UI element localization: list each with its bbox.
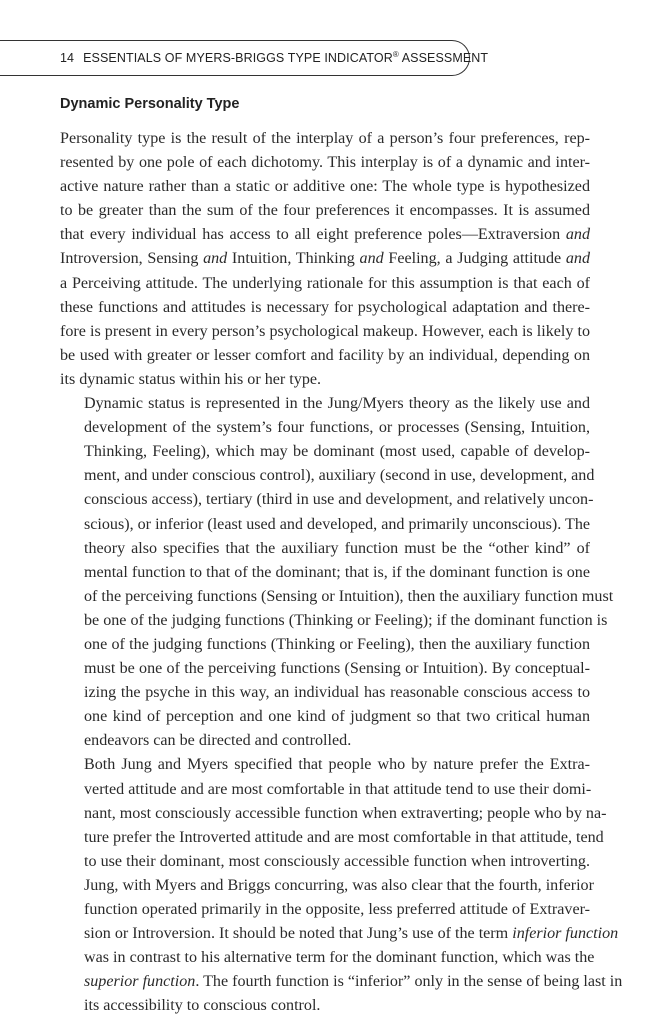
registered-trademark: ®	[392, 49, 399, 59]
text-line: izing the psyche in this way, an individual has reasonable conscious access to	[84, 684, 590, 702]
text-line: its accessibility to conscious control.	[84, 997, 321, 1015]
text-line: active nature rather than a static or additive one: The whole type is hypothesized	[60, 178, 590, 196]
text-line: superior function. The fourth function is “inferior” only in the sense of being last in	[84, 973, 623, 991]
text-line: must be one of the perceiving functions (Sensing or Intuition). By conceptual-	[84, 660, 590, 678]
text-line: Thinking, Feeling), which may be dominant (most used, capable of develop-	[84, 443, 590, 461]
text-line: ment, and under conscious control), auxiliary (second in use, development, and	[84, 467, 595, 485]
text-line: these functions and attitudes is necessary for psychological adaptation and there-	[60, 298, 590, 316]
running-head	[0, 40, 489, 76]
text-line: sion or Introversion. It should be noted that Jung’s use of the term inferior function	[84, 925, 619, 943]
text-line: be one of the judging functions (Thinking or Feeling); if the dominant function is	[84, 611, 608, 629]
text-line: that every individual has access to all eight preference poles—Extraversion and	[60, 226, 590, 244]
text-line: ture prefer the Introverted attitude and are most comfortable in that attitude, tend	[84, 828, 604, 846]
text-line: verted attitude and are most comfortable in that attitude tend to use their domi-	[84, 780, 592, 798]
page-number: 14	[60, 51, 75, 65]
section-heading: Dynamic Personality Type	[60, 96, 240, 112]
text-line: of the perceiving functions (Sensing or Intuition), then the auxiliary function must	[84, 587, 614, 605]
text-line: resented by one pole of each dichotomy. This interplay is of a dynamic and inter-	[60, 154, 590, 172]
book-title-suffix: ASSESSMENT	[398, 51, 489, 65]
text-line: one of the judging functions (Thinking or Feeling), then the auxiliary function	[84, 635, 590, 653]
text-line: its dynamic status within his or her type.	[60, 370, 322, 388]
text-line: theory also specifies that the auxiliary function must be the “other kind” of	[84, 539, 590, 557]
paragraph	[60, 127, 590, 392]
text-line: function operated primarily in the opposite, less preferred attitude of Extraver-	[84, 901, 590, 918]
text-line: Introversion, Sensing and Intuition, Thinking and Feeling, a Judging attitude and	[60, 250, 591, 268]
text-line: be used with greater or lesser comfort and facility by an individual, depending on	[60, 346, 590, 364]
text-line: Jung, with Myers and Briggs concurring, was also clear that the fourth, inferior	[84, 876, 594, 894]
body-text	[60, 127, 623, 1018]
text-line: Dynamic status is represented in the Jung/Myers theory as the likely use and	[84, 395, 590, 413]
text-line: was in contrast to his alternative term for the dominant function, which was the	[84, 949, 595, 967]
text-line: Both Jung and Myers specified that people who by nature prefer the Extra-	[84, 756, 590, 774]
text-line: one kind of perception and one kind of judgment so that two critical human	[84, 708, 590, 726]
paragraph	[60, 753, 623, 1018]
text-line: to use their dominant, most consciously accessible function when introverting.	[84, 852, 590, 870]
text-line: development of the system’s four functions, or processes (Sensing, Intuition,	[84, 419, 590, 437]
text-line: Personality type is the result of the interplay of a person’s four preferences, rep-	[60, 130, 590, 147]
text-line: conscious access), tertiary (third in use and development, and relatively uncon-	[84, 491, 594, 509]
text-line: a Perceiving attitude. The underlying rationale for this assumption is that each of	[60, 274, 590, 292]
paragraph	[60, 392, 614, 753]
text-line: endeavors can be directed and controlled.	[84, 732, 352, 750]
running-head-text	[60, 51, 488, 65]
text-line: to be greater than the sum of the four preferences it encompasses. It is assumed	[60, 202, 590, 220]
text-line: scious), or inferior (least used and developed, and primarily unconscious). The	[84, 515, 591, 533]
text-line: nant, most consciously accessible function when extraverting; people who by na-	[84, 804, 607, 822]
text-line: mental function to that of the dominant; that is, if the dominant function is one	[84, 563, 590, 581]
text-line: fore is present in every person’s psychological makeup. However, each is likely to	[60, 322, 590, 340]
book-title: ESSENTIALS OF MYERS-BRIGGS TYPE INDICATOR	[83, 51, 393, 65]
